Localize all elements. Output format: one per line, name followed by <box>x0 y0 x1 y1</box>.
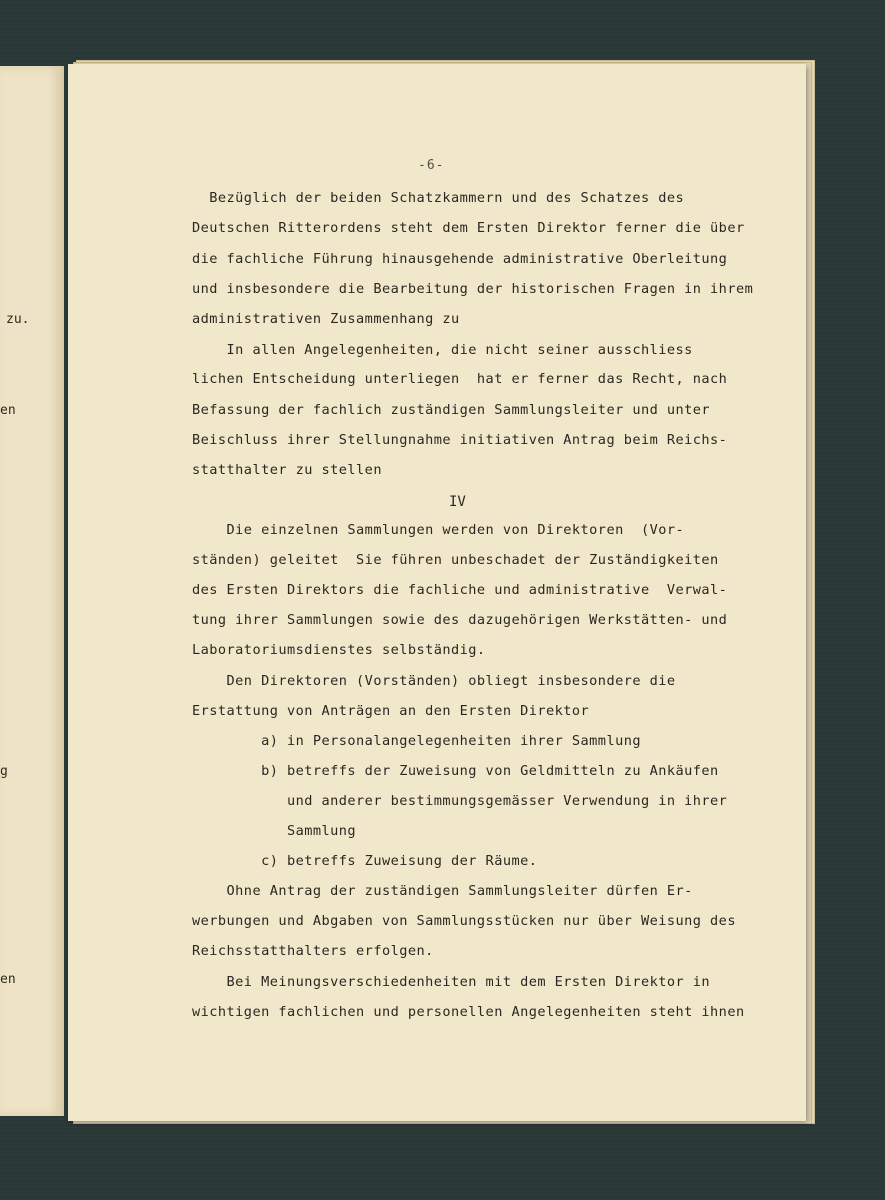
text-line: In allen Angelegenheiten, die nicht seiner ausschliess <box>192 342 693 358</box>
text-line: wichtigen fachlichen und personellen Angelegenheiten steht ihnen <box>192 1004 745 1020</box>
text-line: statthalter zu stellen <box>192 462 382 478</box>
text-line: und insbesondere die Bearbeitung der historischen Fragen in ihrem <box>192 281 754 297</box>
text-line: Sammlung <box>192 823 357 839</box>
text-line: Beischluss ihrer Stellungnahme initiativen Antrag beim Reichs- <box>192 432 728 448</box>
text-line: und anderer bestimmungsgemässer Verwendung in ihrer <box>192 793 728 809</box>
text-line: a) in Personalangelegenheiten ihrer Sammlung <box>192 733 641 749</box>
text-line: Erstattung von Anträgen an den Ersten Direktor <box>192 703 590 719</box>
text-line: Bezüglich der beiden Schatzkammern und des Schatzes des <box>192 190 685 206</box>
text-line: b) betreffs der Zuweisung von Geldmitteln zu Ankäufen <box>192 763 719 779</box>
left-fragment-zu: zu. <box>6 312 30 327</box>
text-line: Ohne Antrag der zuständigen Sammlungsleiter dürfen Er- <box>192 883 693 899</box>
left-page <box>0 66 64 1116</box>
text-line: administrativen Zusammenhang zu <box>192 311 460 327</box>
text-line: lichen Entscheidung unterliegen hat er ferner das Recht, nach <box>192 371 728 387</box>
text-line: Laboratoriumsdienstes selbständig. <box>192 642 486 658</box>
text-line: c) betreffs Zuweisung der Räume. <box>192 853 538 869</box>
left-fragment-en: en <box>0 403 16 418</box>
text-line: ständen) geleitet Sie führen unbeschadet der Zuständigkeiten <box>192 552 719 568</box>
text-line: werbungen und Abgaben von Sammlungsstücken nur über Weisung des <box>192 913 736 929</box>
section-numeral: IV <box>449 494 466 510</box>
text-line: Befassung der fachlich zuständigen Sammlungsleiter und unter <box>192 402 711 418</box>
page-number: -6- <box>418 158 445 173</box>
text-line: die fachliche Führung hinausgehende administrative Oberleitung <box>192 251 728 267</box>
text-line: Die einzelnen Sammlungen werden von Direktoren (Vor- <box>192 522 685 538</box>
text-line: Den Direktoren (Vorständen) obliegt insbesondere die <box>192 673 676 689</box>
text-line: tung ihrer Sammlungen sowie des dazugehörigen Werkstätten- und <box>192 612 728 628</box>
text-line: des Ersten Direktors die fachliche und administrative Verwal- <box>192 582 728 598</box>
left-fragment-g: g <box>0 764 8 779</box>
left-fragment-en: en <box>0 972 16 987</box>
text-line: Deutschen Ritterordens steht dem Ersten Direktor ferner die über <box>192 220 745 236</box>
text-line: Bei Meinungsverschiedenheiten mit dem Ersten Direktor in <box>192 974 711 990</box>
text-line: Reichsstatthalters erfolgen. <box>192 943 434 959</box>
